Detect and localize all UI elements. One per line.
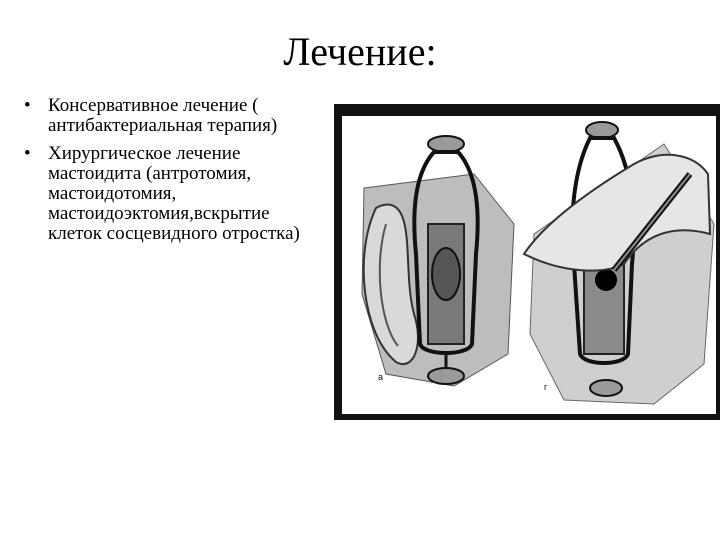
retractor-knob-top-icon	[428, 136, 464, 152]
mastoidectomy-illustration	[334, 104, 720, 420]
figure-label-right: г	[544, 382, 548, 392]
bullet-line: мастоидотомия,	[48, 183, 177, 204]
bullet-line: антибактериальная терапия)	[48, 115, 278, 136]
bullet-item-conservative	[22, 96, 342, 136]
bullet-line: Хирургическое лечение	[48, 143, 241, 164]
figure-label-left: а	[378, 372, 384, 382]
bullet-list	[22, 96, 342, 252]
bullet-line: мастоидоэктомия,вскрытие	[48, 203, 270, 224]
bullet-dot-icon: •	[24, 143, 31, 164]
retractor-knob-bottom-right-icon	[590, 380, 622, 396]
antrum-opening-icon	[595, 269, 617, 291]
retractor-knob-bottom-icon	[428, 368, 464, 384]
slide-title	[0, 26, 720, 78]
slide-title-text: Лечение:	[283, 29, 437, 74]
retractor-knob-top-right-icon	[586, 122, 618, 138]
bullet-line: клеток сосцевидного отростка)	[48, 223, 300, 244]
bullet-dot-icon: •	[24, 95, 31, 116]
bullet-line: мастоидита (антротомия,	[48, 163, 252, 184]
bullet-line: Консервативное лечение (	[48, 95, 259, 116]
bullet-item-surgical	[22, 144, 342, 244]
mastoid-cavity-icon	[432, 248, 460, 300]
